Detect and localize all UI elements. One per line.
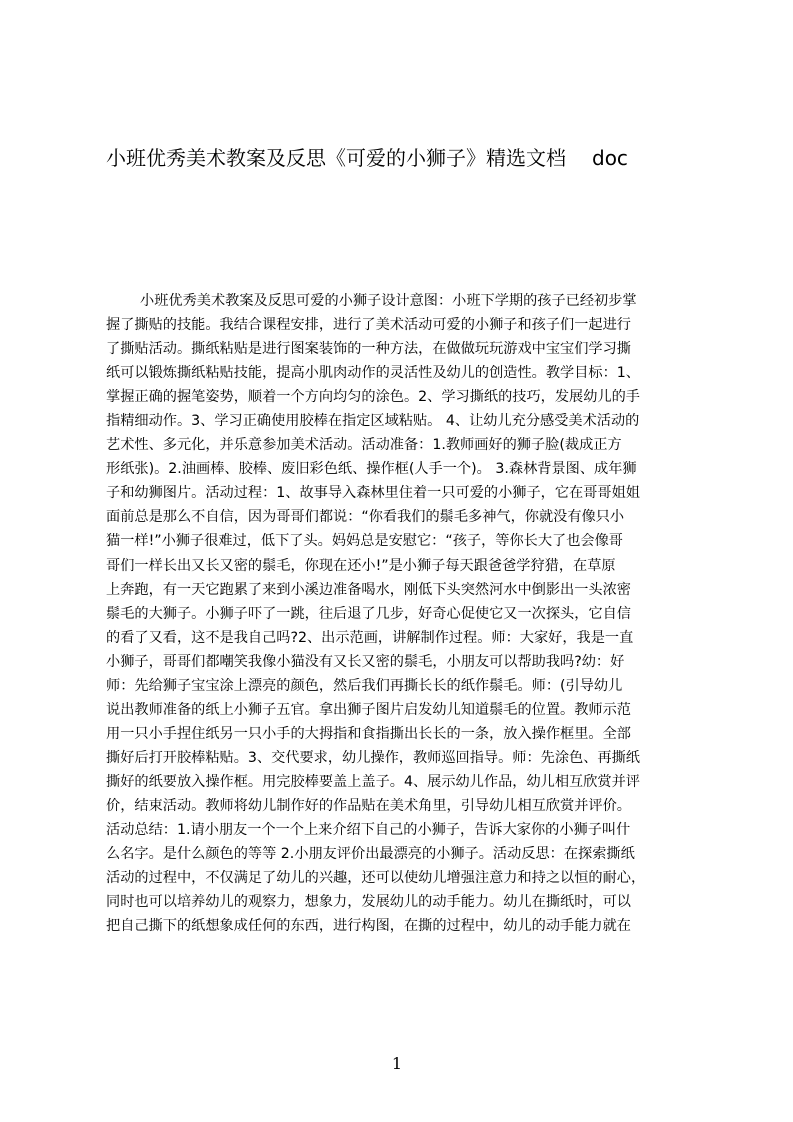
body-line: 活动总结：1.请小朋友一个一个上来介绍下自己的小狮子，告诉大家你的小狮子叫什 bbox=[106, 822, 631, 839]
body-line: 面前总是那么不自信，因为哥哥们都说：“你看我们的鬃毛多神气，你就没有像只小 bbox=[106, 509, 625, 526]
body-line: 撕好的纸要放入操作框。用完胶棒要盖上盖子。4、展示幼儿作品，幼儿相互欣赏并评 bbox=[106, 773, 640, 790]
body-line: 猫一样!”小狮子很难过，低下了头。妈妈总是安慰它：“孩子，等你长大了也会像哥 bbox=[106, 533, 623, 550]
body-line: 纸可以锻炼撕纸粘贴技能，提高小肌肉动作的灵活性及幼儿的创造性。教学目标：1、 bbox=[106, 365, 640, 382]
body-line: 了撕贴活动。撕纸粘贴是进行图案装饰的一种方法，在做做玩玩游戏中宝宝们学习撕 bbox=[106, 341, 631, 358]
body-line: 上奔跑，有一天它跑累了来到小溪边准备喝水，刚低下头突然河水中倒影出一头浓密 bbox=[106, 581, 631, 598]
body-line: 价，结束活动。教师将幼儿制作好的作品贴在美术角里，引导幼儿相互欣赏并评价。 bbox=[106, 797, 631, 814]
body-line: 艺术性、多元化，并乐意参加美术活动。活动准备：1.教师画好的狮子脸(裁成正方 bbox=[106, 437, 622, 454]
body-line: 活动的过程中，不仅满足了幼儿的兴趣，还可以使幼儿增强注意力和持之以恒的耐心， bbox=[106, 870, 646, 887]
title-suffix: doc bbox=[592, 146, 628, 170]
page-title bbox=[106, 145, 706, 175]
body-line: 小狮子，哥哥们都嘲笑我像小猫没有又长又密的鬃毛，小朋友可以帮助我吗?幼：好 bbox=[106, 653, 625, 670]
body-line: 么名字。是什么颜色的等等 2.小朋友评价出最漂亮的小狮子。活动反思：在探索撕纸 bbox=[106, 846, 635, 863]
title-text: 小班优秀美术教案及反思《可爱的小狮子》精选文档 bbox=[106, 146, 566, 170]
body-line: 掌握正确的握笔姿势，顺着一个方向均匀的涂色。2、学习撕纸的技巧，发展幼儿的手 bbox=[106, 389, 640, 406]
body-line: 师：先给狮子宝宝涂上漂亮的颜色，然后我们再撕长长的纸作鬃毛。师：(引导幼儿 bbox=[106, 677, 623, 694]
page-number: 1 bbox=[391, 1054, 403, 1073]
body-text bbox=[106, 289, 696, 1049]
body-line: 的看了又看，这不是我自己吗?2、出示范画，讲解制作过程。师：大家好，我是一直 bbox=[106, 629, 634, 646]
body-line: 哥们一样长出又长又密的鬃毛，你现在还小!”是小狮子每天跟爸爸学狩猎，在草原 bbox=[106, 557, 616, 574]
body-line: 子和幼狮图片。活动过程：1、故事导入森林里住着一只可爱的小狮子，它在哥哥姐姐 bbox=[106, 485, 640, 502]
body-line: 指精细动作。3、学习正确使用胶棒在指定区域粘贴。 4、让幼儿充分感受美术活动的 bbox=[106, 413, 640, 430]
body-line: 用一只小手捏住纸另一只小手的大拇指和食指撕出长长的一条，放入操作框里。全部 bbox=[106, 725, 631, 742]
body-line: 同时也可以培养幼儿的观察力，想象力，发展幼儿的动手能力。幼儿在撕纸时，可以 bbox=[106, 894, 631, 911]
body-line: 撕好后打开胶棒粘贴。3、交代要求，幼儿操作，教师巡回指导。师：先涂色、再撕纸 bbox=[106, 749, 640, 766]
body-line: 说出教师准备的纸上小狮子五官。拿出狮子图片启发幼儿知道鬃毛的位置。教师示范 bbox=[106, 701, 631, 718]
body-line: 小班优秀美术教案及反思可爱的小狮子设计意图：小班下学期的孩子已经初步掌 bbox=[140, 293, 637, 309]
body-line: 形纸张)。2.油画棒、胶棒、废旧彩色纸、操作框(人手一个)。 3.森林背景图、成年狮 bbox=[106, 461, 637, 478]
body-line: 把自己撕下的纸想象成任何的东西，进行构图，在撕的过程中，幼儿的动手能力就在 bbox=[106, 918, 631, 935]
body-line: 鬃毛的大狮子。小狮子吓了一跳，往后退了几步，好奇心促使它又一次探头，它自信 bbox=[106, 605, 631, 622]
body-line: 握了撕贴的技能。我结合课程安排，进行了美术活动可爱的小狮子和孩子们一起进行 bbox=[106, 317, 631, 334]
